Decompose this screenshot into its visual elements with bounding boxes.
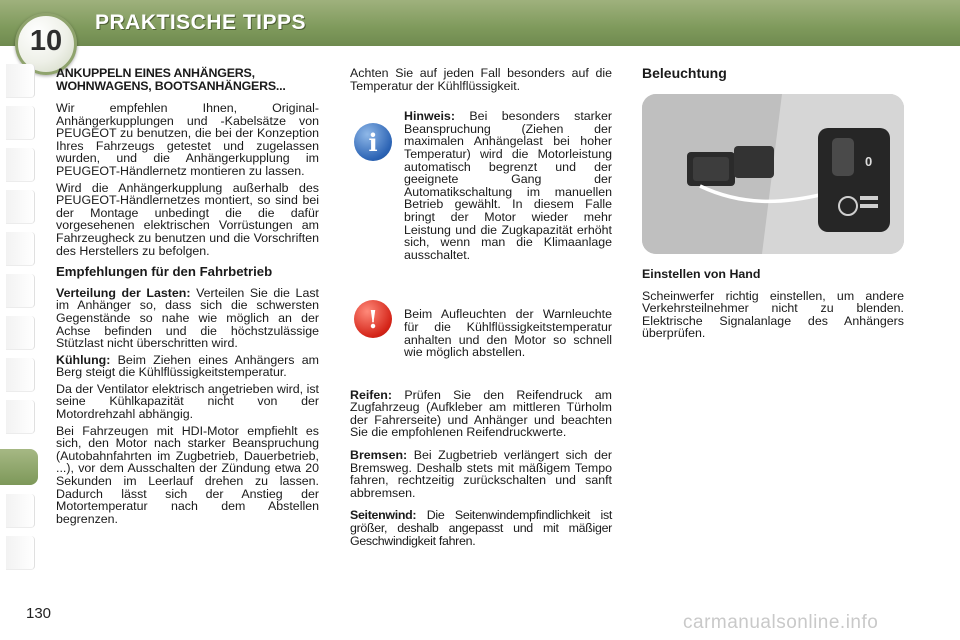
column-right (642, 67, 904, 95)
text-crosswind: Die Seitenwindempfindlichkeit ist größer, deshalb angepasst und mit mäßiger Geschwindigkeit fahren. (350, 508, 612, 548)
note-info (404, 110, 612, 261)
text-cooling: Beim Ziehen eines Anhängers am Berg steigt die Kühlflüssigkeitstemperatur. (56, 352, 320, 380)
chapter-tab[interactable] (6, 148, 35, 182)
text-note: Bei besonders starker Beanspruchung (Ziehen der maximalen Anhängelast bei hoher Temperatur) wird die Motorleistung automatisch begrenzt und der geeignete Gang der Automatikschaltung im manuellen Betrieb gewählt. In diesem Falle bringt der Motor wieder mehr Leistung und die Zugkapazität erhöht sich, wenn man die Klimaanlage ausschaltet. (404, 109, 612, 262)
paragraph-brakes (350, 449, 612, 499)
chapter-tab[interactable] (6, 316, 35, 350)
paragraph-crosswind (350, 509, 612, 547)
subheading-manual-adjust: Einstellen von Hand (642, 267, 761, 281)
section-heading-line2: WOHNWAGENS, BOOTSANHÄNGERS... (56, 79, 286, 93)
chapter-tab[interactable] (6, 190, 35, 224)
page-title: PRAKTISCHE TIPPS (95, 11, 307, 34)
note-warning: Beim Aufleuchten der Warnleuchte für die Kühlflüssigkeitstemperatur anhalten und den Motor so schnell wie möglich abstellen. (404, 307, 612, 360)
watermark: carmanualsonline.info (683, 612, 879, 633)
section-heading (56, 67, 319, 93)
paragraph-outside-network: Wird die Anhängerkupplung außerhalb des PEUGEOT-Händlernetzes montiert, so sind bei der Montage unbedingt die die dafür vorgesehenen elektrischen Vorrüstungen am Fahrzeugheck zu benutzen und die Vorschriften des Herstellers zu befolgen. (56, 180, 319, 258)
chapter-tab[interactable] (6, 536, 35, 570)
chapter-tab[interactable] (6, 232, 35, 266)
paragraph-headlamp: Scheinwerfer richtig einstellen, um andere Verkehrsteilnehmer nicht zu blenden. Elektrische Signalanlage des Anhängers überprüfen. (642, 288, 904, 341)
lead-cooling: Kühlung: (56, 352, 111, 367)
paragraph-fan: Da der Ventilator elektrisch angetrieben wird, ist seine Kühlkapazität nicht von der Motordrehzahl abhängig. (56, 381, 319, 422)
lead-tyres: Reifen: (350, 387, 392, 402)
lead-note: Hinweis: (404, 109, 455, 124)
chapter-tab[interactable] (6, 358, 35, 392)
lead-load-distribution: Verteilung der Lasten: (56, 285, 191, 300)
paragraph-original-parts: Wir empfehlen Ihnen, Original-Anhängerkupplungen und -Kabelsätze von PEUGEOT zu benutzen, die bei der Konzeption Ihres Fahrzeugs getestet und zugelassen wurden, und die Anhängerkupplung im PEUGEOT-Händlernetz montieren zu lassen. (56, 101, 319, 178)
lead-brakes: Bremsen: (350, 448, 408, 463)
headlamp-adjuster-photo (642, 94, 904, 254)
warning-icon: ! (354, 300, 392, 338)
paragraph-cooling (56, 354, 319, 379)
paragraph-tyres (350, 389, 612, 439)
page-number: 130 (26, 605, 52, 622)
paragraph-coolant-temp: Achten Sie auf jeden Fall besonders auf die Temperatur der Kühlflüssigkeit. (350, 66, 612, 93)
column-right-lower (642, 268, 904, 344)
lead-crosswind: Seitenwind: (350, 508, 417, 523)
chapter-tab[interactable] (6, 274, 35, 308)
chapter-tab-active[interactable] (0, 449, 38, 485)
section-heading-line1: ANKUPPELN EINES ANHÄNGERS, (56, 66, 255, 80)
paragraph-hdi: Bei Fahrzeugen mit HDI-Motor empfiehlt es sich, den Motor nach starker Beanspruchung (Autobahnfahrten im Zugbetrieb, Dauerbetrieb, ...), vor dem Ausschalten der Zündung etwa 20 Sekunden im Leerlauf drehen zu lassen. Dadurch lässt sich der Anstieg der Motortemperatur nach dem Abstellen begrenzen. (56, 423, 319, 526)
chapter-number: 10 (29, 25, 63, 57)
text-tyres: Prüfen Sie den Reifendruck am Zugfahrzeug (Aufkleber am mittleren Türholm der Fahrerseite) und Anhänger und beachten Sie die empfohlenen Reifendruckwerte. (350, 387, 613, 440)
text-brakes: Bei Zugbetrieb verlängert sich der Bremsweg. Deshalb stets mit mäßigem Tempo fahren, rechtzeitig zurückschalten und sanft abbremsen. (350, 448, 612, 500)
subheading-driving: Empfehlungen für den Fahrbetrieb (56, 264, 273, 280)
information-icon: i (354, 123, 392, 161)
chapter-tab[interactable] (6, 400, 35, 434)
text-load-distribution: Verteilen Sie die Last im Anhänger so, dass sich die schwersten Gegenstände so nahe wie möglich an der Achse befinden und die höchstzulässige Stützlast nicht überschritten wird. (56, 285, 319, 351)
chapter-tab[interactable] (6, 106, 35, 140)
heading-lighting: Beleuchtung (642, 65, 727, 81)
column-left (56, 67, 319, 529)
paragraph-load-distribution (56, 287, 319, 350)
chapter-tab[interactable] (6, 64, 35, 98)
chapter-tab[interactable] (6, 494, 35, 528)
svg-text:0: 0 (865, 154, 873, 169)
